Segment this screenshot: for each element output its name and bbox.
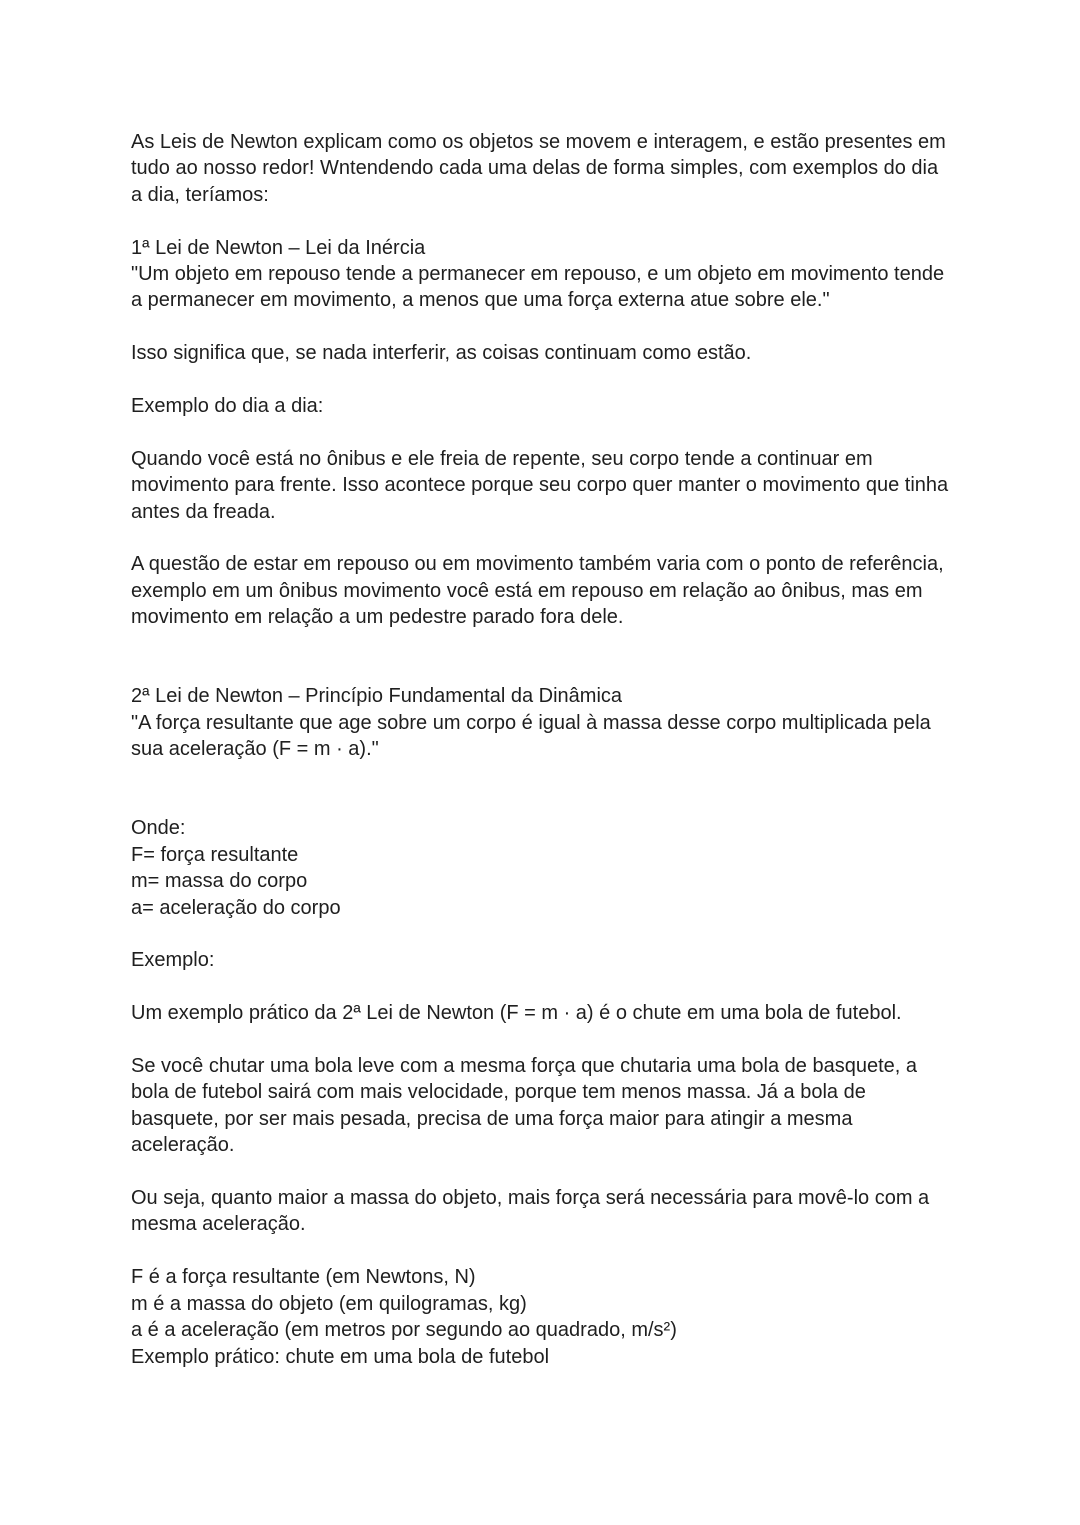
law2-example-line: bola de futebol sairá com mais velocidade, porque tem menos massa. Já a bola de xyxy=(131,1081,866,1104)
law1-example-line: antes da freada. xyxy=(131,500,276,523)
law1-example-line: movimento para frente. Isso acontece porque seu corpo quer manter o movimento que tinha xyxy=(131,474,949,497)
law2-example-intro: Um exemplo prático da 2ª Lei de Newton (F = m · a) é o chute em uma bola de futebol. xyxy=(131,1002,902,1025)
law1-title: 1ª Lei de Newton – Lei da Inércia xyxy=(131,236,426,259)
law1-example-line: Quando você está no ônibus e ele freia de repente, seu corpo tende a continuar em xyxy=(131,447,873,470)
law2-units-line: a é a aceleração (em metros por segundo ao quadrado, m/s²) xyxy=(131,1319,677,1342)
law2-title: 2ª Lei de Newton – Princípio Fundamental da Dinâmica xyxy=(131,685,623,708)
law2-example-line: Se você chutar uma bola leve com a mesma força que chutaria uma bola de basquete, a xyxy=(131,1055,918,1078)
law1-quote-line: a permanecer em movimento, a menos que uma força externa atue sobre ele." xyxy=(131,289,830,312)
law2-quote-line: "A força resultante que age sobre um corpo é igual à massa desse corpo multiplicada pela xyxy=(131,711,931,734)
law2-units-line: m é a massa do objeto (em quilogramas, kg) xyxy=(131,1292,527,1315)
text-line: tudo ao nosso redor! Wntendendo cada uma delas de forma simples, com exemplos do dia xyxy=(131,157,939,180)
text-line: a dia, teríamos: xyxy=(131,183,269,206)
law2-quote-line: sua aceleração (F = m · a)." xyxy=(131,738,379,761)
law2-conclusion-line: mesma aceleração. xyxy=(131,1213,306,1236)
law2-section xyxy=(131,683,961,1369)
law1-reference-line: movimento em relação a um pedestre parado fora dele. xyxy=(131,606,624,629)
law2-where-line: m= massa do corpo xyxy=(131,870,308,893)
law2-example-line: aceleração. xyxy=(131,1134,235,1157)
law2-where-heading: Onde: xyxy=(131,817,186,840)
intro-paragraph xyxy=(131,129,961,208)
law1-section xyxy=(131,235,961,631)
text-line: As Leis de Newton explicam como os objetos se movem e interagem, e estão presentes em xyxy=(131,131,946,153)
law1-quote-line: "Um objeto em repouso tende a permanecer em repouso, e um objeto em movimento tende xyxy=(131,263,945,286)
law1-example-heading: Exemplo do dia a dia: xyxy=(131,395,324,418)
law2-where-line: a= aceleração do corpo xyxy=(131,896,341,919)
law2-units-line: Exemplo prático: chute em uma bola de futebol xyxy=(131,1345,550,1368)
law1-reference-line: exemplo em um ônibus movimento você está em repouso em relação ao ônibus, mas em xyxy=(131,579,923,602)
law2-units-line: F é a força resultante (em Newtons, N) xyxy=(131,1266,476,1289)
document-page xyxy=(131,129,961,1370)
law1-reference-line: A questão de estar em repouso ou em movimento também varia com o ponto de referência, xyxy=(131,553,944,576)
law2-example-line: basquete, por ser mais pesada, precisa de uma força maior para atingir a mesma xyxy=(131,1107,853,1130)
law2-conclusion-line: Ou seja, quanto maior a massa do objeto, mais força será necessária para movê-lo com a xyxy=(131,1187,930,1210)
law2-example-heading: Exemplo: xyxy=(131,949,215,972)
law2-where-line: F= força resultante xyxy=(131,843,299,866)
law1-meaning: Isso significa que, se nada interferir, as coisas continuam como estão. xyxy=(131,342,752,365)
